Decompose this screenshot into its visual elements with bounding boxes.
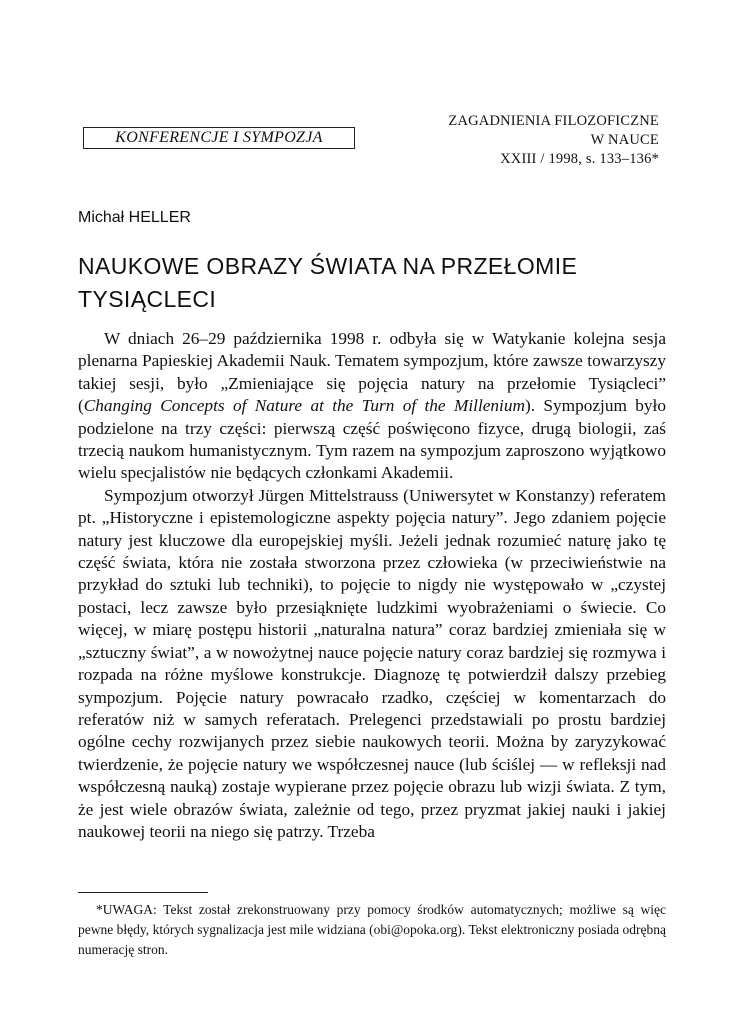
journal-header — [448, 112, 659, 169]
section-series-label: KONFERENCJE I SYMPOZJA — [83, 127, 355, 149]
journal-name: ZAGADNIENIA FILOZOFICZNE — [448, 113, 659, 129]
footnote-rule — [78, 892, 208, 893]
footnote: *UWAGA: Tekst został zrekonstruowany przy pomocy środków automatycznych; możliwe są więc pewne błędy, których sygnalizacja jest mile widziana (obi@opoka.org). Tekst elektroniczny posiada odrębną numerację stron. — [78, 902, 666, 957]
journal-volume-pages: XXIII / 1998, s. 133–136* — [500, 151, 659, 167]
author-name: Michał HELLER — [78, 209, 191, 226]
paragraph-1-text-b: ). Sympozjum było podzielone na trzy części: pierwszą część poświęcono fizyce, drugą biologii, zaś trzecią naukom humanistycznym. Tym razem na sympozjum zaproszono wyjątkowo wielu specjalistów nie będących członkami Akademii. — [78, 396, 667, 483]
article-body — [78, 328, 666, 843]
paragraph-2: Sympozjum otworzył Jürgen Mittelstrauss (Uniwersytet w Konstanzy) referatem pt. „Historyczne i epistemologiczne aspekty pojęcia natury”. Jego zdaniem pojęcie natury jest kluczowe dla europejskiej myśli. Jeżeli jednak rozumieć naturę jako tę część świata, która nie została stworzona przez człowieka (w przeciwieństwie na przykład do sztuki lub techniki), to pojęcie to nigdy nie występowało w „czystej postaci, lecz zawsze było przesiąknięte ludzkimi wyobrażeniami o świecie. Co więcej, w miarę postępu historii „naturalna natura” coraz bardziej zmieniała się w „sztuczny świat”, a w nowożytnej nauce pojęcie natury coraz bardziej się rozmywa i rozpada na różne myślowe konstrukcje. Diagnozę tę potwierdził dalszy przebieg sympozjum. Pojęcie natury powracało rzadko, częściej w komentarzach do referatów niż w samych referatach. Prelegenci przedstawiali po prostu bardziej ogólne cechy rozwijanych przez siebie naukowych teorii. Można by zaryzykować twierdzenie, że pojęcie natury we współczesnej nauce (lub ściślej — w refleksji nad współczesną nauką) zostaje wypierane przez pojęcie obrazu lub wizji świata. Z tym, że jest wiele obrazów świata, zależnie od tego, przez pryzmat jakiej nauki i jakiej naukowej teorii na niego się patrzy. Trzeba — [78, 485, 666, 841]
journal-name-cont: W NAUCE — [590, 132, 659, 148]
paragraph-1 — [78, 328, 666, 485]
article-title: NAUKOWE OBRAZY ŚWIATA NA PRZEŁOMIE TYSIĄCLECI — [78, 253, 578, 312]
paragraph-1-text-a: W dniach 26–29 października 1998 r. odbyła się w Watykanie kolejna sesja plenarna Papieskiej Akademii Nauk. Tematem sympozjum, które zawsze towarzyszy takiej sesji, było „Zmieniające się pojęcia natury na przełomie Tysiącleci” ( — [78, 329, 666, 416]
paragraph-1-italic-title: Changing Concepts of Nature at the Turn of the Millenium — [83, 396, 525, 416]
